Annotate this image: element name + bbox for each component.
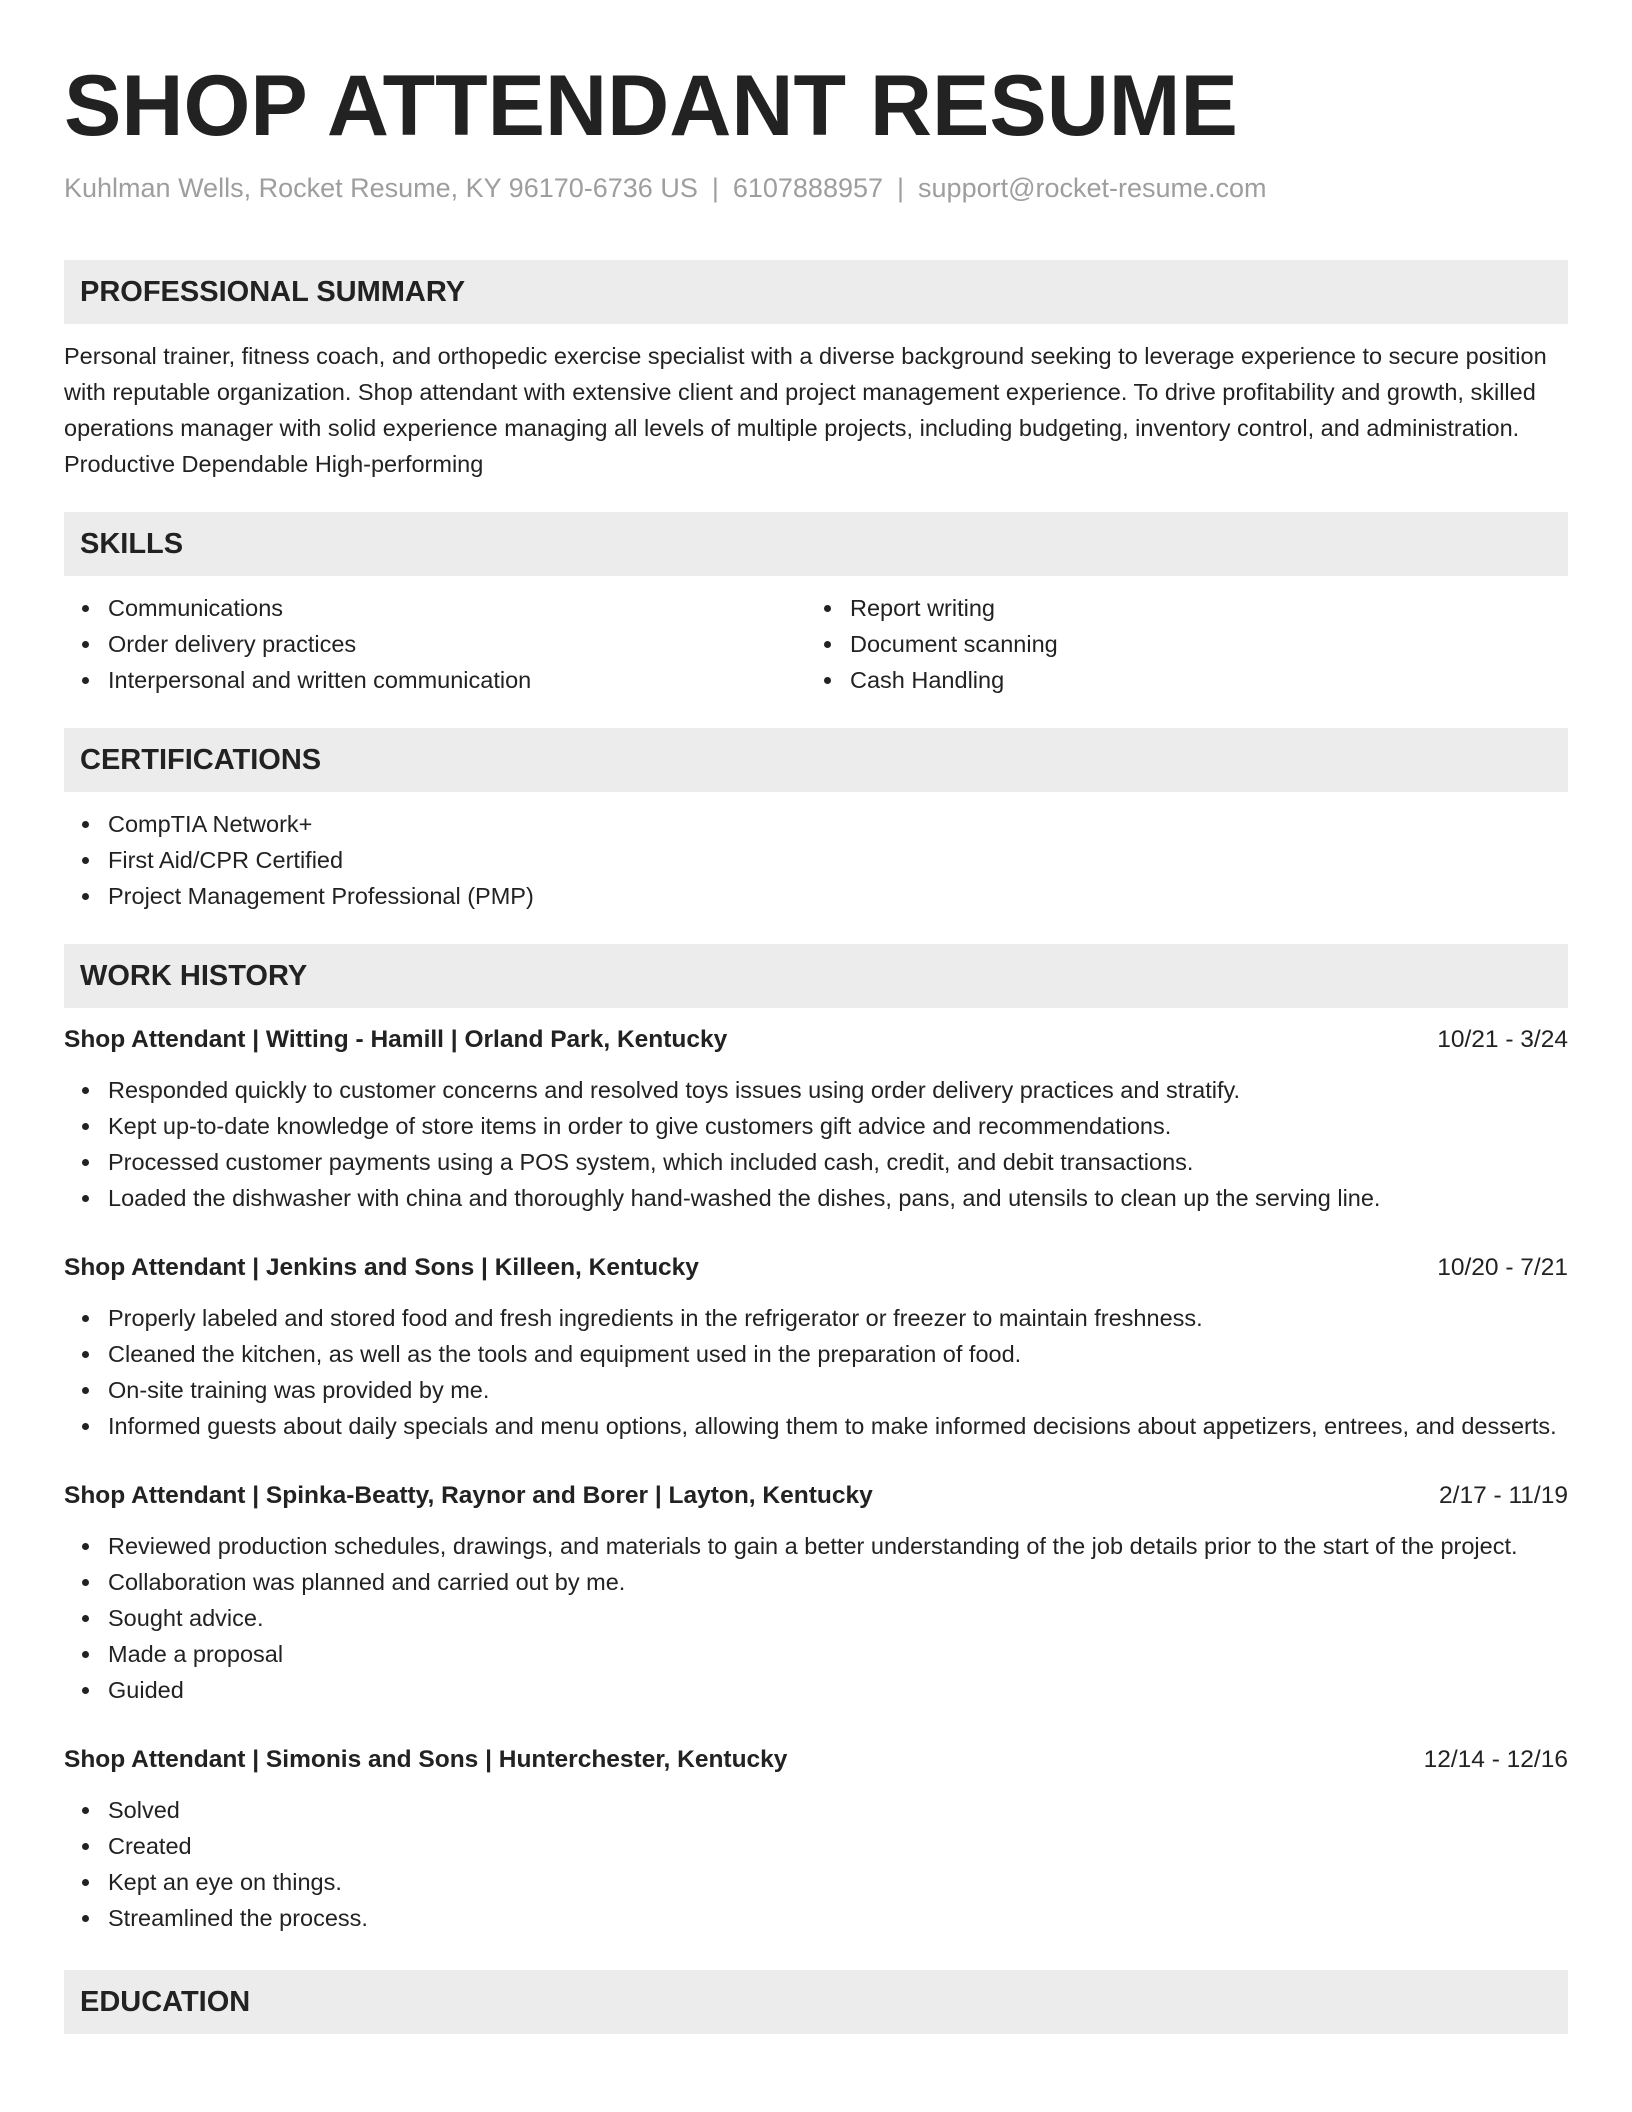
resume-page [64, 0, 1568, 2034]
job-bullets [64, 1528, 1568, 1708]
job-bullet: On-site training was provided by me. [108, 1372, 1568, 1408]
summary-heading: PROFESSIONAL SUMMARY [64, 260, 1568, 324]
job-bullets [64, 1072, 1568, 1216]
job-entry [64, 1478, 1568, 1708]
certifications-list [64, 806, 1568, 914]
job-bullet: Kept an eye on things. [108, 1864, 1568, 1900]
work-history-section [64, 944, 1568, 1936]
job-bullets [64, 1300, 1568, 1444]
job-dates: 10/20 - 7/21 [1437, 1254, 1568, 1281]
skill-item: Order delivery practices [108, 626, 806, 662]
job-entry [64, 1742, 1568, 1936]
job-header [64, 1250, 1568, 1286]
certification-item: First Aid/CPR Certified [108, 842, 1568, 878]
job-header [64, 1742, 1568, 1778]
contact-email: support@rocket-resume.com [918, 173, 1267, 203]
job-bullet: Kept up-to-date knowledge of store items in order to give customers gift advice and recommendations. [108, 1108, 1568, 1144]
job-dates: 10/21 - 3/24 [1437, 1026, 1568, 1053]
job-dates: 12/14 - 12/16 [1423, 1746, 1568, 1773]
skills-columns [64, 576, 1568, 698]
job-bullet: Processed customer payments using a POS system, which included cash, credit, and debit transactions. [108, 1144, 1568, 1180]
job-title: Shop Attendant | Witting - Hamill | Orland Park, Kentucky [64, 1026, 728, 1053]
job-bullet: Sought advice. [108, 1600, 1568, 1636]
skill-item: Interpersonal and written communication [108, 662, 806, 698]
summary-section [64, 260, 1568, 482]
job-bullet: Responded quickly to customer concerns and resolved toys issues using order delivery practices and stratify. [108, 1072, 1568, 1108]
skill-item: Cash Handling [850, 662, 1548, 698]
certification-item: CompTIA Network+ [108, 806, 1568, 842]
skill-item: Report writing [850, 590, 1548, 626]
contact-address: Kuhlman Wells, Rocket Resume, KY 96170-6736 US [64, 173, 698, 203]
resume-title: SHOP ATTENDANT RESUME [64, 58, 1238, 154]
skills-section [64, 512, 1568, 698]
contact-line [64, 170, 1568, 206]
contact-phone: 6107888957 [732, 173, 884, 203]
contact-separator: | [711, 173, 719, 203]
certifications-section [64, 728, 1568, 914]
job-title: Shop Attendant | Jenkins and Sons | Killeen, Kentucky [64, 1254, 699, 1281]
job-bullet: Reviewed production schedules, drawings, and materials to gain a better understanding of the job details prior to the start of the project. [108, 1528, 1568, 1564]
education-section [64, 1970, 1568, 2034]
certifications-heading: CERTIFICATIONS [64, 728, 1568, 792]
job-bullet: Collaboration was planned and carried out by me. [108, 1564, 1568, 1600]
job-bullet: Loaded the dishwasher with china and thoroughly hand-washed the dishes, pans, and utensils to clean up the serving line. [108, 1180, 1568, 1216]
skills-heading: SKILLS [64, 512, 1568, 576]
skill-item: Communications [108, 590, 806, 626]
job-bullet: Properly labeled and stored food and fresh ingredients in the refrigerator or freezer to maintain freshness. [108, 1300, 1568, 1336]
work-history-heading: WORK HISTORY [64, 944, 1568, 1008]
summary-text: Personal trainer, fitness coach, and orthopedic exercise specialist with a diverse background seeking to leverage experience to secure position with reputable organization. Shop attendant with extensive client and project management experience. To drive profitability and growth, skilled operations manager with solid experience managing all levels of multiple projects, including budgeting, inventory control, and administration. Productive Dependable High-performing [64, 343, 1547, 477]
job-entry [64, 1022, 1568, 1216]
contact-separator: | [897, 173, 905, 203]
job-entry [64, 1250, 1568, 1444]
job-dates: 2/17 - 11/19 [1439, 1482, 1568, 1509]
job-bullets [64, 1792, 1568, 1936]
job-header [64, 1478, 1568, 1514]
job-bullet: Cleaned the kitchen, as well as the tools and equipment used in the preparation of food. [108, 1336, 1568, 1372]
skills-list-left [64, 590, 806, 698]
job-bullet: Guided [108, 1672, 1568, 1708]
job-bullet: Solved [108, 1792, 1568, 1828]
skill-item: Document scanning [850, 626, 1548, 662]
certification-item: Project Management Professional (PMP) [108, 878, 1568, 914]
job-bullet: Created [108, 1828, 1568, 1864]
education-heading: EDUCATION [64, 1970, 1568, 2034]
job-bullet: Made a proposal [108, 1636, 1568, 1672]
job-bullet: Streamlined the process. [108, 1900, 1568, 1936]
job-title: Shop Attendant | Simonis and Sons | Hunterchester, Kentucky [64, 1746, 788, 1773]
job-title: Shop Attendant | Spinka-Beatty, Raynor and Borer | Layton, Kentucky [64, 1482, 873, 1509]
job-bullet: Informed guests about daily specials and menu options, allowing them to make informed decisions about appetizers, entrees, and desserts. [108, 1408, 1568, 1444]
job-header [64, 1022, 1568, 1058]
skills-list-right [806, 590, 1548, 698]
